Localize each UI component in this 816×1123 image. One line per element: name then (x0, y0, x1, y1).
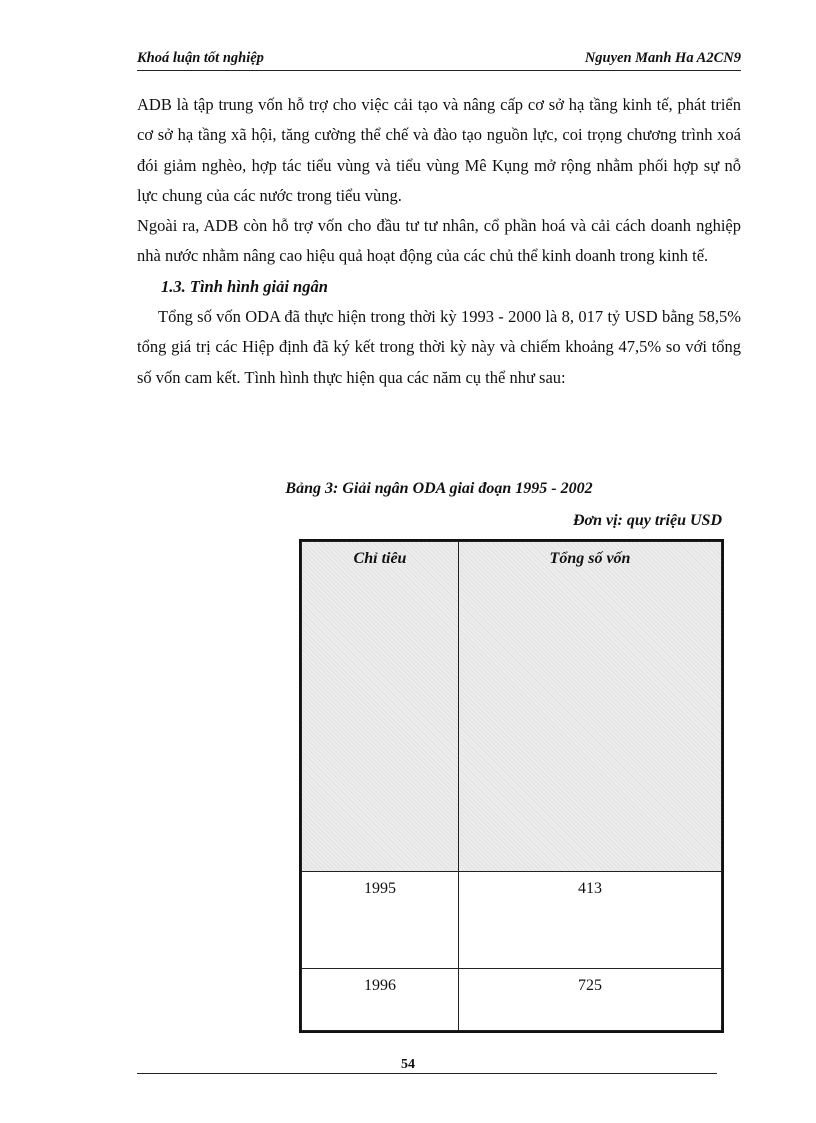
header-author: Nguyen Manh Ha A2CN9 (584, 50, 741, 66)
cell-year: 1995 (302, 872, 459, 969)
table-unit: Đơn vị: quy triệu USD (572, 512, 722, 529)
body-text (137, 90, 741, 393)
section-heading: 1.3. Tình hình giải ngân (161, 276, 328, 296)
page-number: 54 (401, 1057, 415, 1072)
table-header-row (302, 542, 722, 872)
paragraph-adb-focus: ADB là tập trung vốn hỗ trợ cho việc cải tạo và nâng cấp cơ sở hạ tầng kinh tế, phát triển cơ sở hạ tầng xã hội, tăng cường thể chế và đào tạo nguồn lực, coi trọng chương trình xoá đói giảm nghèo, hợp tác tiểu vùng và tiểu vùng Mê Kụng mở rộng nhằm phối hợp sự nỗ lực chung của các nước trong tiểu vùng. (137, 95, 741, 205)
cell-year: 1996 (302, 969, 459, 1031)
oda-disbursement-table (299, 539, 724, 1033)
header-thesis-label: Khoá luận tốt nghiệp (137, 50, 264, 66)
table-title: Bảng 3: Giải ngân ODA giai đoạn 1995 - 2002 (285, 480, 593, 497)
cell-value: 413 (459, 872, 722, 969)
table-row (302, 872, 722, 969)
header-total-capital: Tổng số vốn (459, 542, 722, 872)
footer-rule (137, 1073, 717, 1074)
paragraph-disbursement: Tổng số vốn ODA đã thực hiện trong thời kỳ 1993 - 2000 là 8, 017 tỷ USD bằng 58,5% tổng giá trị các Hiệp định đã ký kết trong thời kỳ này và chiếm khoảng 47,5% so với tổng số vốn cam kết. Tình hình thực hiện qua các năm cụ thể như sau: (137, 307, 741, 387)
page-header (137, 48, 741, 71)
table-row (302, 969, 722, 1031)
cell-value: 725 (459, 969, 722, 1031)
header-indicator: Chỉ tiêu (302, 542, 459, 872)
paragraph-adb-private: Ngoài ra, ADB còn hỗ trợ vốn cho đầu tư tư nhân, cổ phần hoá và cải cách doanh nghiệp nhà nước nhằm nâng cao hiệu quả hoạt động của các chủ thể kinh doanh trong kinh tế. (137, 216, 741, 266)
